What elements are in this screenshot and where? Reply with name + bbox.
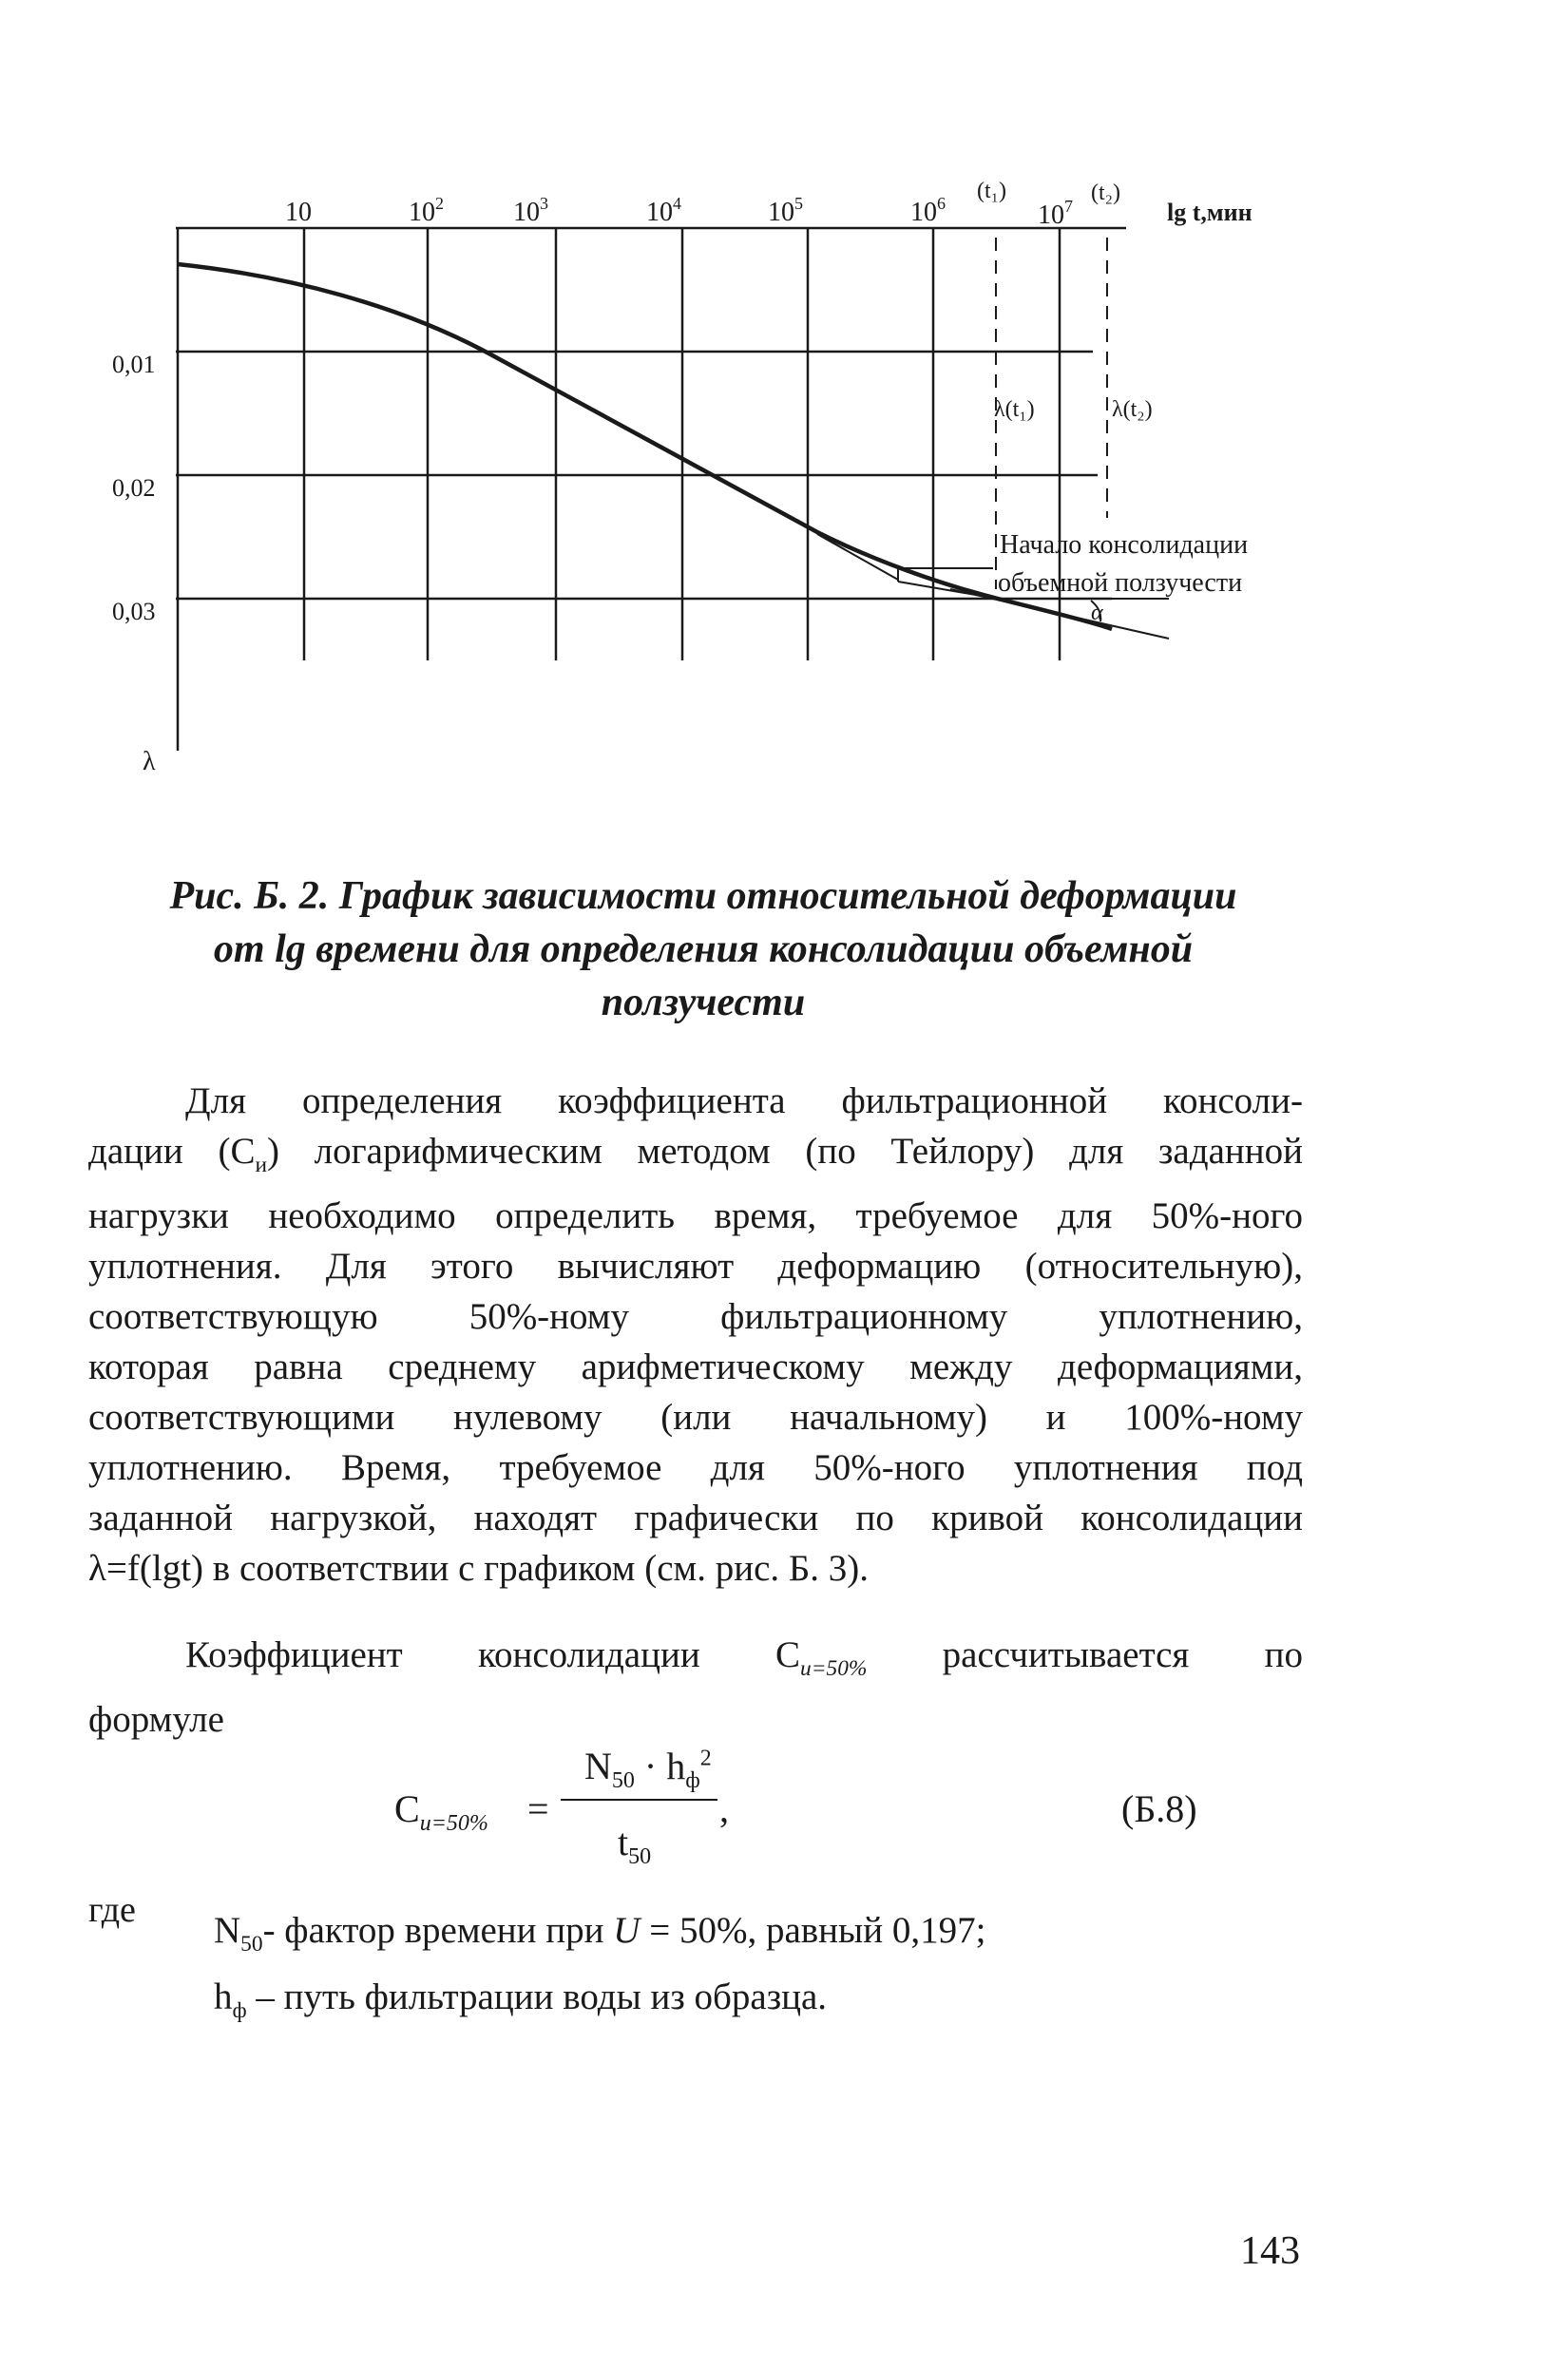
formula-numerator: $N_{50} \cdot h_ф^2$ [584, 1745, 712, 1793]
t1-label: (t₁) [977, 179, 1007, 203]
y-tick-001: 0,01 [112, 351, 156, 378]
figure-caption: Рис. Б. 2. График зависимости относительной деформации от lg времени для определения консолидации объемной ползучести [169, 874, 1237, 1024]
x-tick-10-5: $10^5$ [768, 194, 803, 227]
formula-denominator: $t_{50}$ [618, 1821, 652, 1869]
fraction-bar [561, 1799, 717, 1801]
annotation-creep: объемной ползучести [998, 568, 1243, 598]
x-tick-10-6: $10^6$ [910, 194, 946, 227]
alpha-label: α [1091, 601, 1103, 625]
t2-label: (t₂) [1091, 181, 1121, 205]
consolidation-figure [0, 0, 1568, 817]
consolidation-curve [178, 264, 1112, 629]
formula-equals: = [527, 1787, 549, 1830]
annotation-start: Начало консолидации [1000, 530, 1249, 560]
formula-lhs: $С_{и=50\%}$ [394, 1787, 488, 1836]
paragraph-taylor-method: Для определения коэффициента фильтрационной консоли- дации $(С_и)$ логарифмическим методом (по Тейлору) для заданной нагрузки необходимо определить время, требуемое для 50%-ного уплотнения. Для этого вычисляют деформацию (относительную), соответствующую 50%-ному фильтрационному уплотнению, которая равна среднему арифметическому между деформациями, соответствующими нулевому (или начальному) и 100%-ному уплотнению. Время, требуемое для 50%-ного уплотнения под заданной нагрузкой, находят графически по кривой консолидации λ=f(lgt) в соответствии с графиком (см. рис. Б. 3). [88, 1080, 1303, 1589]
lambda-t2-label: λ(t₂) [1112, 397, 1153, 422]
definitions [214, 1904, 985, 2037]
lambda-t1-label: λ(t₁) [994, 397, 1035, 422]
x-tick-10-7: $10^7$ [1038, 197, 1073, 230]
y-tick-003: 0,03 [112, 598, 156, 625]
x-tick-10-4: $10^4$ [646, 194, 681, 227]
x-tick-10: 10 [285, 198, 312, 227]
figure-grid [176, 228, 1126, 751]
equation-number: (Б.8) [1121, 1787, 1197, 1830]
formula-b8 [394, 1744, 870, 1896]
where-label: где [88, 1890, 136, 1930]
y-axis-label: λ [143, 747, 156, 776]
formula-comma: , [719, 1787, 729, 1830]
definition-n50: $N_{50}-$ фактор времени при U = 50%, равный 0,197; [214, 1910, 986, 1957]
x-tick-10-3: $10^3$ [513, 194, 548, 227]
paragraph-coefficient: Коэффициент консолидации $С_{и=50\%}$ рассчитывается по формуле [88, 1634, 1304, 1740]
x-tick-10-2: $10^2$ [409, 194, 444, 227]
definition-hf: $h_ф$ – путь фильтрации воды из образца. [214, 1976, 828, 2023]
x-axis-label: lg t,мин [1167, 199, 1252, 226]
y-tick-002: 0,02 [112, 474, 156, 502]
page-number: 143 [1240, 2229, 1300, 2273]
